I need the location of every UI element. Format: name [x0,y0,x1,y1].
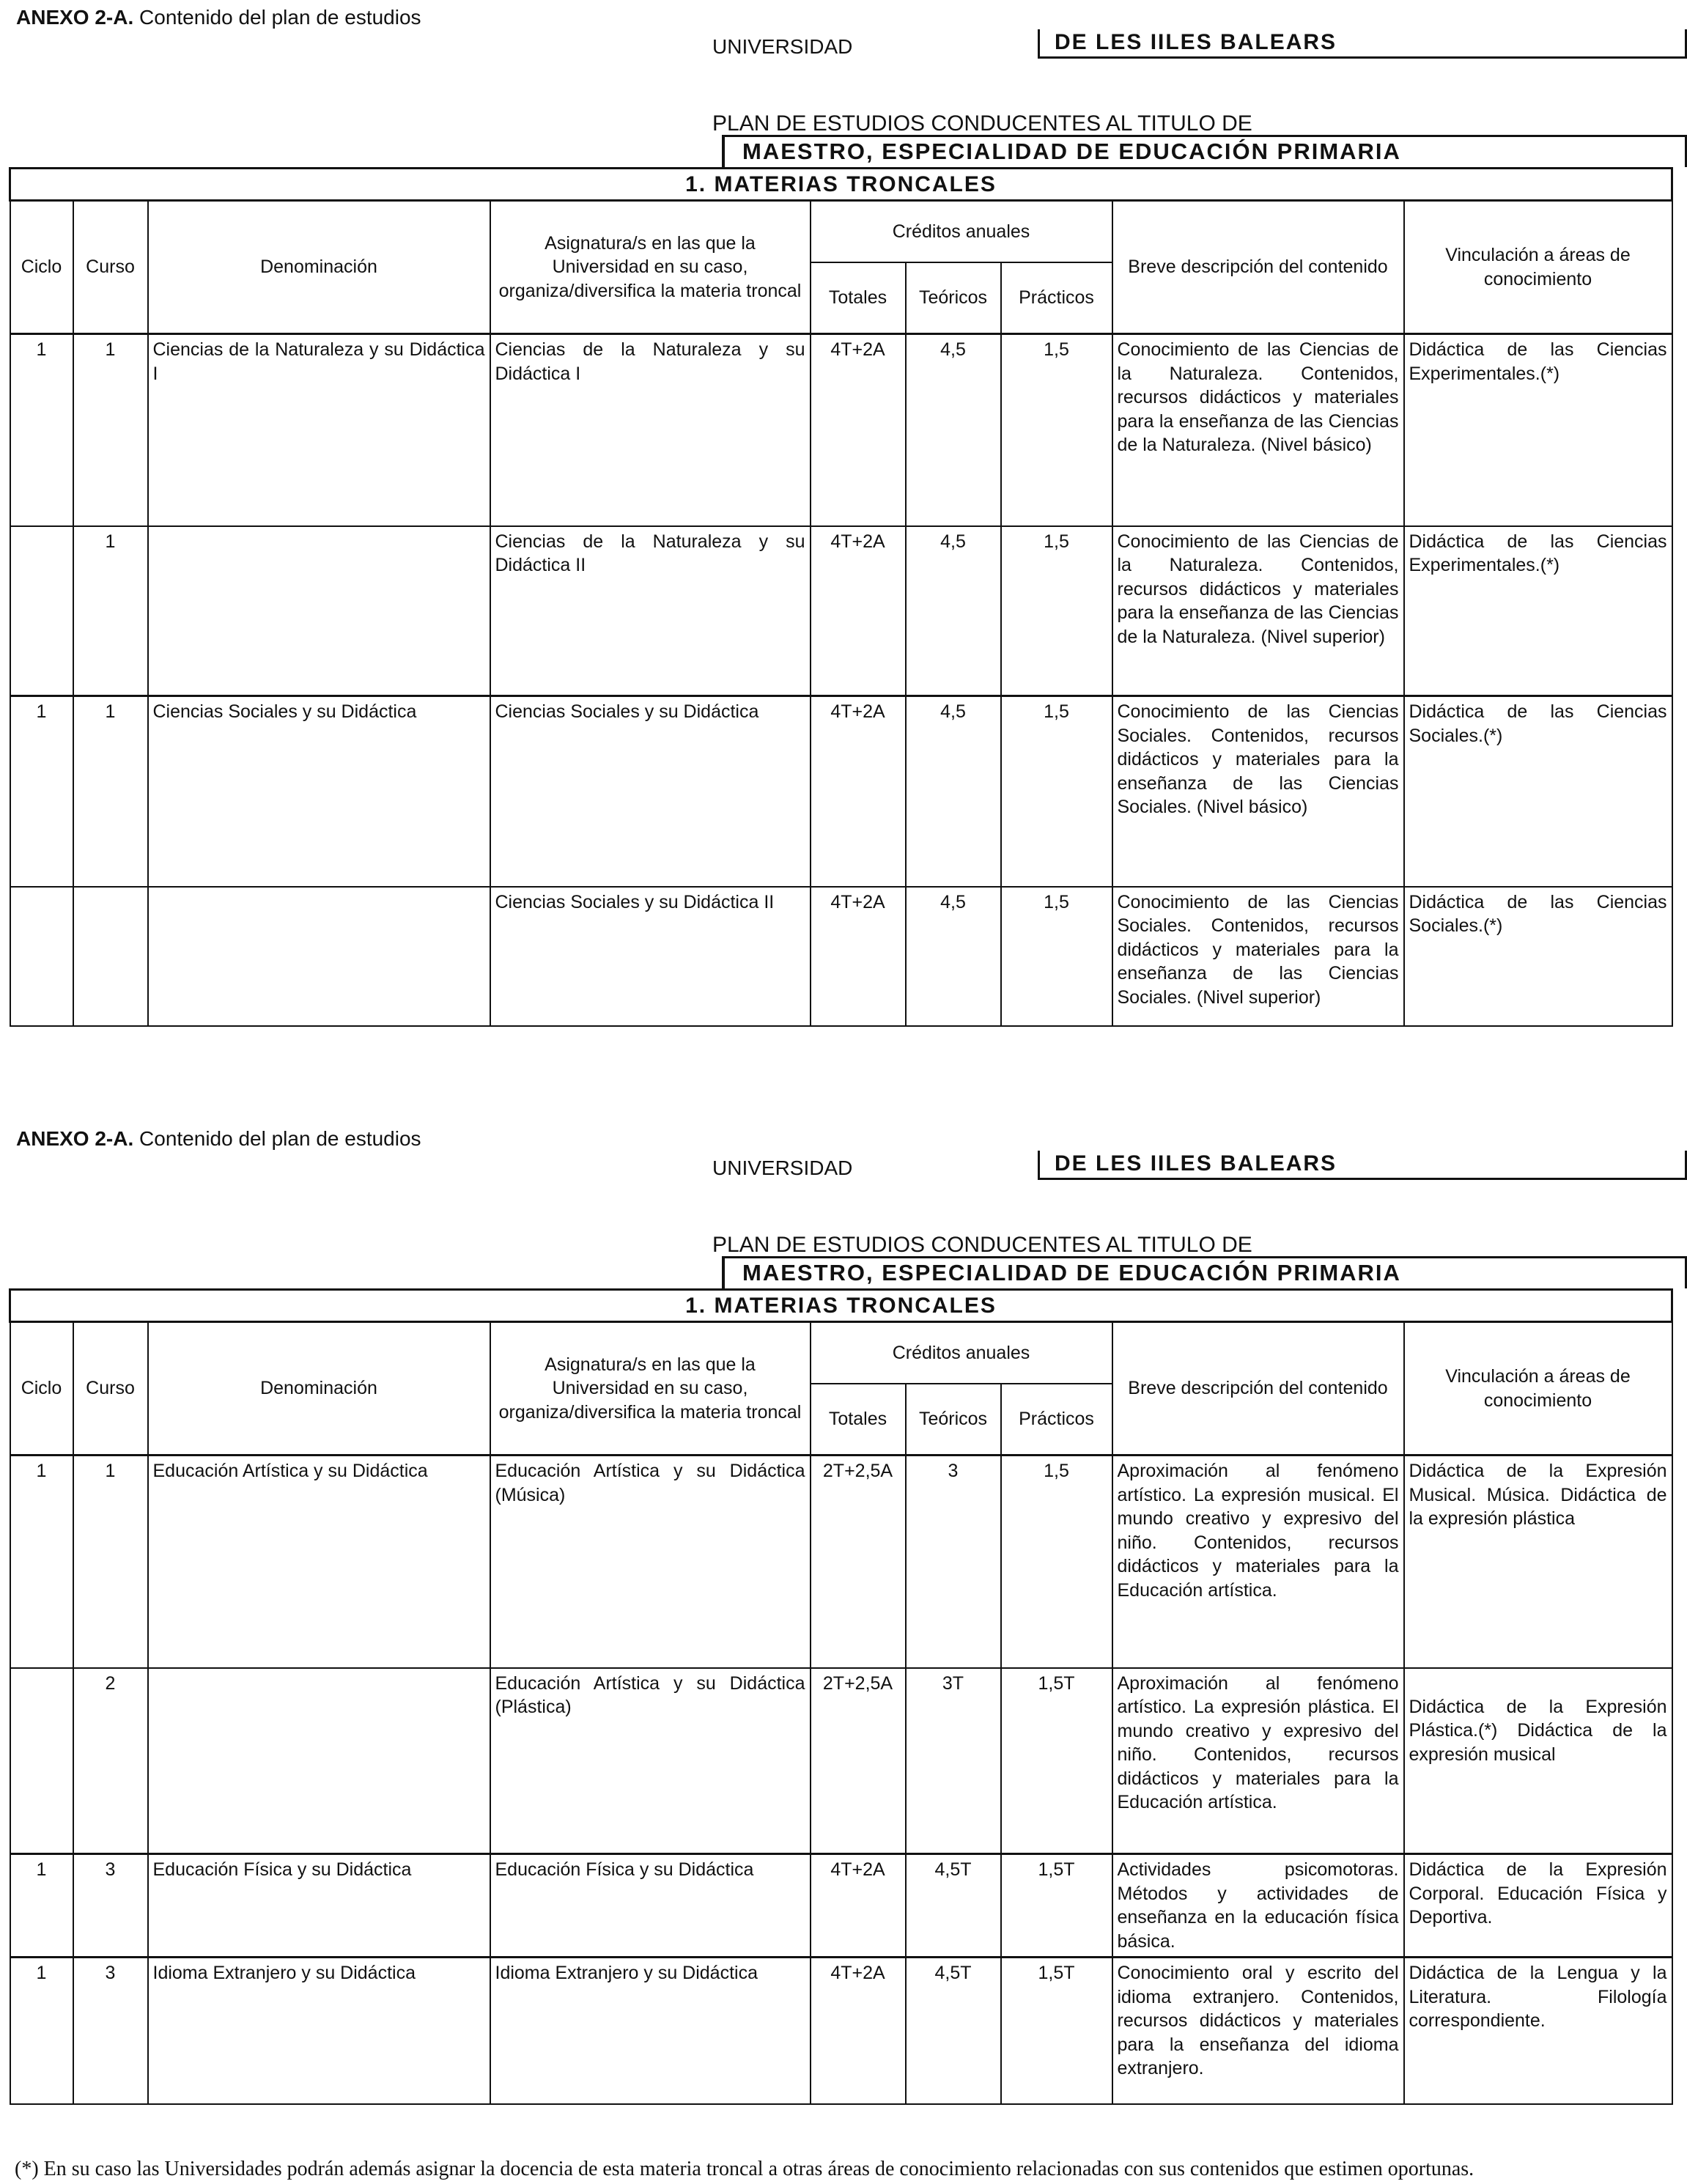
cell-teoricos: 4,5 [906,696,1001,887]
cell-teoricos: 4,5T [906,1958,1001,2104]
table-row [10,1854,1672,1958]
cell-totales: 4T+2A [811,1958,906,2104]
cell-totales: 2T+2,5A [811,1456,906,1668]
col-creditos: Créditos anuales [811,201,1112,262]
cell-curso: 1 [73,334,148,526]
cell-curso: 1 [73,696,148,887]
cell-teoricos: 4,5 [906,887,1001,1026]
cell-ciclo: 1 [10,1456,73,1668]
cell-asignatura: Ciencias Sociales y su Didáctica II [490,887,811,1026]
cell-asignatura: Ciencias de la Naturaleza y su Didáctica II [490,526,811,696]
cell-practicos: 1,5 [1001,887,1112,1026]
universidad-label: UNIVERSIDAD [712,35,853,58]
cell-vinculacion: Didáctica de las Ciencias Sociales.(*) [1404,696,1672,887]
cell-vinculacion: Didáctica de las Ciencias Sociales.(*) [1404,887,1672,1026]
plan-block-1 [0,0,1687,1070]
cell-asignatura: Educación Física y su Didáctica [490,1854,811,1958]
universidad-label: UNIVERSIDAD [712,1156,853,1179]
cell-totales: 2T+2,5A [811,1668,906,1854]
col-denominacion: Denominación [148,201,490,334]
table-row [10,1668,1672,1854]
col-vinculacion: Vinculación a áreas de conocimiento [1404,1322,1672,1456]
cell-ciclo [10,526,73,696]
cell-descripcion: Actividades psicomotoras. Métodos y actividades de enseñanza en la educación física básica. [1112,1854,1404,1958]
col-vinculacion: Vinculación a áreas de conocimiento [1404,201,1672,334]
col-ciclo: Ciclo [10,1322,73,1456]
cell-teoricos: 4,5 [906,526,1001,696]
cell-practicos: 1,5T [1001,1854,1112,1958]
titulo-name: MAESTRO, ESPECIALIDAD DE EDUCACIÓN PRIMARIA [722,1256,1687,1288]
cell-teoricos: 4,5T [906,1854,1001,1958]
cell-vinculacion: Didáctica de las Ciencias Experimentales.(*) [1404,334,1672,526]
cell-practicos: 1,5 [1001,334,1112,526]
col-ciclo: Ciclo [10,201,73,334]
cell-teoricos: 3 [906,1456,1001,1668]
cell-asignatura: Ciencias Sociales y su Didáctica [490,696,811,887]
footnote: (*) En su caso las Universidades podrán además asignar la docencia de esta materia troncal a otras áreas de conocimiento relacionadas con sus contenidos que estimen oportunas. [15,2158,1474,2180]
cell-vinculacion: Didáctica de la Lengua y la Literatura. Filología correspondiente. [1404,1958,1672,2104]
col-denominacion: Denominación [148,1322,490,1456]
plan-label: PLAN DE ESTUDIOS CONDUCENTES AL TITULO DE [712,1233,1252,1257]
cell-ciclo: 1 [10,334,73,526]
cell-ciclo [10,887,73,1026]
col-totales: Totales [811,262,906,334]
cell-curso: 3 [73,1854,148,1958]
cell-ciclo: 1 [10,696,73,887]
materias-table [9,167,1673,1027]
annex-title: ANEXO 2-A. Contenido del plan de estudios [16,1127,421,1150]
cell-descripcion: Conocimiento de las Ciencias de la Naturaleza. Contenidos, recursos didácticos y materiales para la enseñanza de las Ciencias de la Naturaleza. (Nivel superior) [1112,526,1404,696]
plan-block-2 [0,1121,1687,2184]
col-descripcion: Breve descripción del contenido [1112,201,1404,334]
cell-descripcion: Conocimiento de las Ciencias Sociales. Contenidos, recursos didácticos y materiales para la enseñanza de las Ciencias Sociales. (Nivel básico) [1112,696,1404,887]
cell-ciclo: 1 [10,1854,73,1958]
cell-descripcion: Conocimiento de las Ciencias de la Naturaleza. Contenidos, recursos didácticos y materiales para la enseñanza de las Ciencias de la Naturaleza. (Nivel básico) [1112,334,1404,526]
cell-asignatura: Ciencias de la Naturaleza y su Didáctica I [490,334,811,526]
universidad-name: DE LES IILES BALEARS [1038,29,1687,59]
cell-denominacion: Educación Física y su Didáctica [148,1854,490,1958]
universidad-name: DE LES IILES BALEARS [1038,1151,1687,1180]
cell-totales: 4T+2A [811,887,906,1026]
table-row [10,696,1672,887]
cell-curso: 2 [73,1668,148,1854]
col-curso: Curso [73,201,148,334]
cell-denominacion [148,887,490,1026]
section-title: 1. MATERIAS TRONCALES [10,1290,1672,1322]
cell-vinculacion: Didáctica de las Ciencias Experimentales.(*) [1404,526,1672,696]
cell-curso [73,887,148,1026]
cell-denominacion: Ciencias de la Naturaleza y su Didáctica I [148,334,490,526]
cell-descripcion: Aproximación al fenómeno artístico. La expresión musical. El mundo creativo y expresivo del niño. Contenidos, recursos didácticos y materiales para la Educación artística. [1112,1456,1404,1668]
col-totales: Totales [811,1384,906,1456]
cell-asignatura: Idioma Extranjero y su Didáctica [490,1958,811,2104]
col-creditos: Créditos anuales [811,1322,1112,1384]
cell-vinculacion: Didáctica de la Expresión Corporal. Educación Física y Deportiva. [1404,1854,1672,1958]
col-curso: Curso [73,1322,148,1456]
table-row [10,887,1672,1026]
cell-asignatura: Educación Artística y su Didáctica (Música) [490,1456,811,1668]
cell-totales: 4T+2A [811,334,906,526]
cell-denominacion: Idioma Extranjero y su Didáctica [148,1958,490,2104]
cell-ciclo: 1 [10,1958,73,2104]
col-descripcion: Breve descripción del contenido [1112,1322,1404,1456]
cell-denominacion: Ciencias Sociales y su Didáctica [148,696,490,887]
materias-table [9,1288,1673,2105]
cell-teoricos: 4,5 [906,334,1001,526]
col-practicos: Prácticos [1001,262,1112,334]
col-asignatura: Asignatura/s en las que la Universidad en su caso, organiza/diversifica la materia troncal [490,1322,811,1456]
cell-totales: 4T+2A [811,696,906,887]
cell-descripcion: Aproximación al fenómeno artístico. La expresión plástica. El mundo creativo y expresivo del niño. Contenidos, recursos didácticos y materiales para la Educación artística. [1112,1668,1404,1854]
table-row [10,1958,1672,2104]
cell-vinculacion: Didáctica de la Expresión Plástica.(*) Didáctica de la expresión musical [1404,1668,1672,1854]
cell-practicos: 1,5 [1001,696,1112,887]
cell-vinculacion: Didáctica de la Expresión Musical. Música. Didáctica de la expresión plástica [1404,1456,1672,1668]
cell-denominacion [148,1668,490,1854]
cell-denominacion: Educación Artística y su Didáctica [148,1456,490,1668]
cell-curso: 1 [73,1456,148,1668]
col-practicos: Prácticos [1001,1384,1112,1456]
cell-practicos: 1,5 [1001,526,1112,696]
cell-asignatura: Educación Artística y su Didáctica (Plástica) [490,1668,811,1854]
table-row [10,526,1672,696]
cell-ciclo [10,1668,73,1854]
cell-totales: 4T+2A [811,526,906,696]
annex-title: ANEXO 2-A. Contenido del plan de estudios [16,6,421,29]
cell-totales: 4T+2A [811,1854,906,1958]
col-asignatura: Asignatura/s en las que la Universidad en su caso, organiza/diversifica la materia troncal [490,201,811,334]
cell-curso: 1 [73,526,148,696]
col-teoricos: Teóricos [906,1384,1001,1456]
table-row [10,1456,1672,1668]
col-teoricos: Teóricos [906,262,1001,334]
cell-descripcion: Conocimiento oral y escrito del idioma extranjero. Contenidos, recursos didácticos y materiales para la enseñanza del idioma extranjero. [1112,1958,1404,2104]
cell-denominacion [148,526,490,696]
table-row [10,334,1672,526]
section-title: 1. MATERIAS TRONCALES [10,169,1672,201]
cell-curso: 3 [73,1958,148,2104]
titulo-name: MAESTRO, ESPECIALIDAD DE EDUCACIÓN PRIMARIA [722,135,1687,167]
cell-teoricos: 3T [906,1668,1001,1854]
cell-descripcion: Conocimiento de las Ciencias Sociales. Contenidos, recursos didácticos y materiales para la enseñanza de las Ciencias Sociales. (Nivel superior) [1112,887,1404,1026]
plan-label: PLAN DE ESTUDIOS CONDUCENTES AL TITULO DE [712,111,1252,136]
cell-practicos: 1,5 [1001,1456,1112,1668]
cell-practicos: 1,5T [1001,1958,1112,2104]
cell-practicos: 1,5T [1001,1668,1112,1854]
